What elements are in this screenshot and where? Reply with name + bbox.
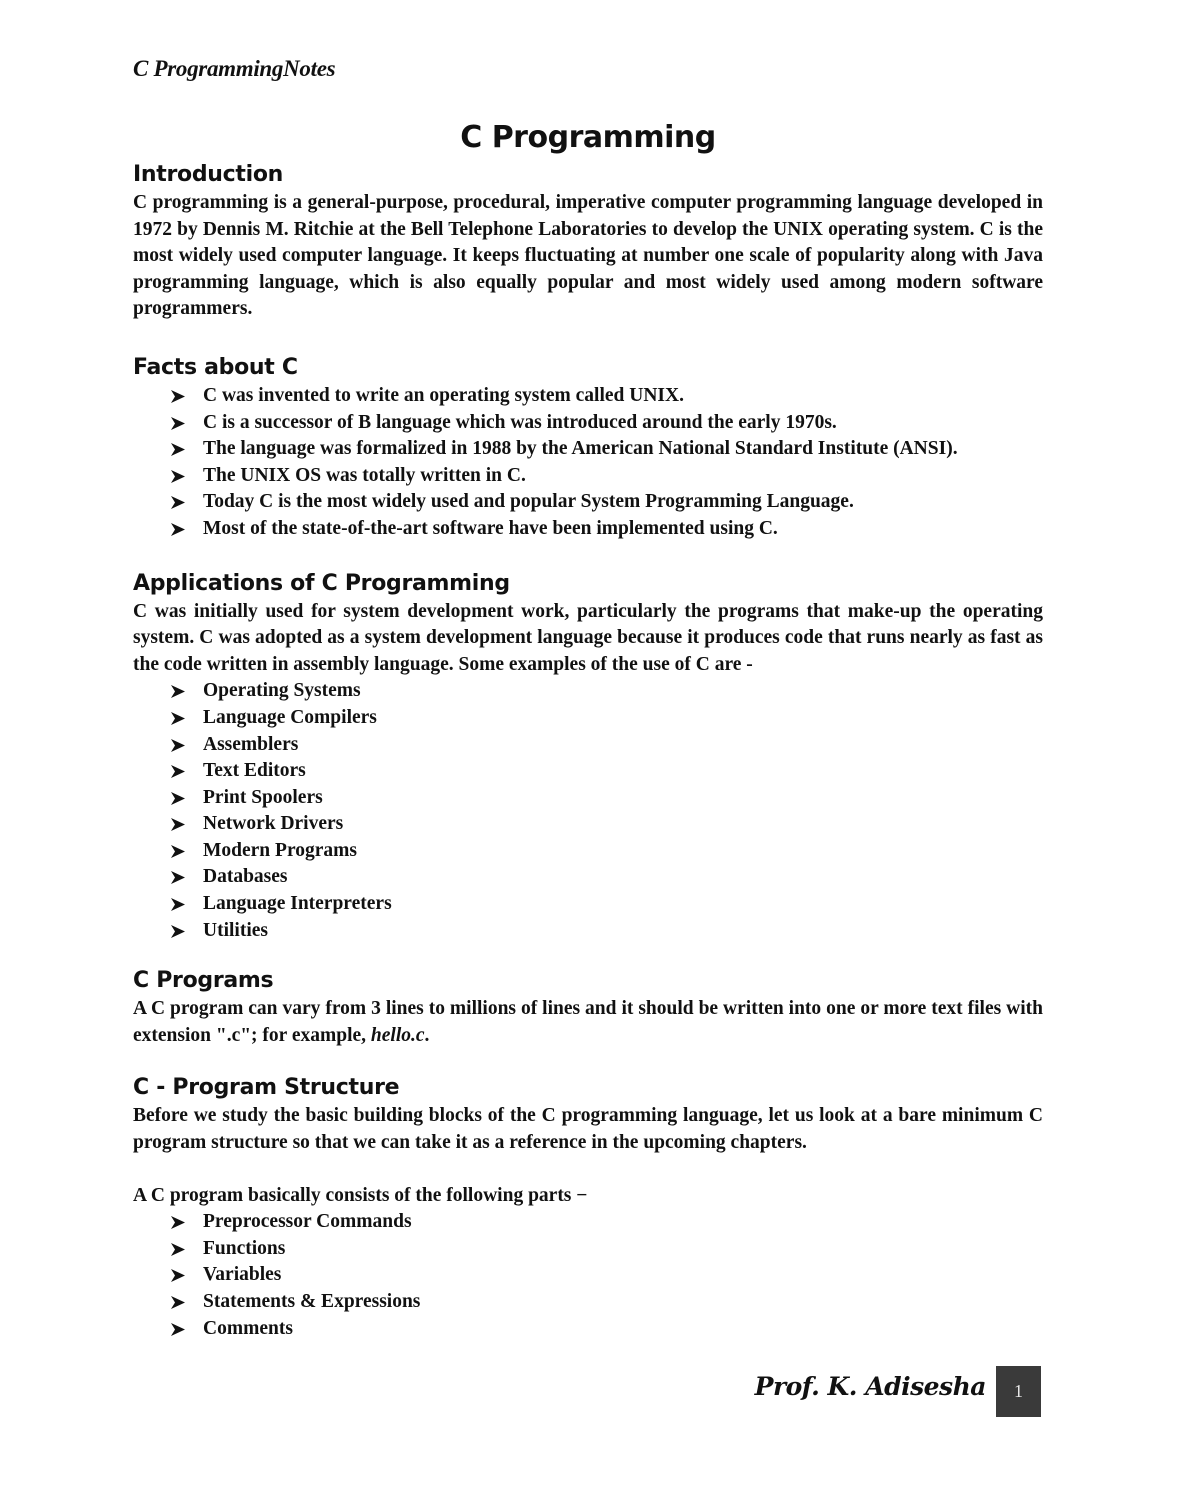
list-item-text: Most of the state-of-the-art software have been implemented using C. [203, 517, 778, 539]
list-item [171, 918, 1043, 945]
c-programs-paragraph [133, 996, 1043, 1049]
arrowhead-bullet-icon [171, 496, 185, 509]
arrowhead-bullet-icon [171, 818, 185, 831]
list-item-text: Functions [203, 1237, 286, 1259]
list-item-text: Print Spoolers [203, 786, 323, 808]
arrowhead-bullet-icon [171, 739, 185, 752]
arrowhead-bullet-icon [171, 1243, 185, 1256]
page-number: 1 [996, 1366, 1041, 1417]
section-heading-introduction: Introduction [133, 162, 284, 187]
list-item [171, 891, 1043, 918]
list-item [171, 489, 1043, 516]
section-heading-applications: Applications of C Programming [133, 570, 510, 596]
facts-list [133, 383, 1043, 543]
list-item [171, 516, 1043, 543]
list-item-text: Network Drivers [203, 813, 344, 835]
section-facts [133, 353, 1043, 543]
list-item-text: C was invented to write an operating system called UNIX. [203, 384, 684, 406]
list-item-text: Databases [203, 866, 288, 888]
arrowhead-bullet-icon [171, 1269, 185, 1282]
list-item-text: Modern Programs [203, 839, 357, 861]
document-body [133, 160, 1043, 1342]
section-program-structure [133, 1073, 1043, 1342]
arrowhead-bullet-icon [171, 470, 185, 483]
list-item [171, 838, 1043, 865]
list-item [171, 463, 1043, 490]
arrowhead-bullet-icon [171, 925, 185, 938]
footer-author: Prof. K. Adisesha [754, 1372, 986, 1401]
list-item-text: Assemblers [203, 733, 299, 755]
list-item-text: Today C is the most widely used and popular System Programming Language. [203, 491, 854, 513]
list-item-text: The language was formalized in 1988 by the American National Standard Institute (ANSI). [203, 438, 958, 460]
list-item [171, 811, 1043, 838]
list-item [171, 678, 1043, 705]
list-item-text: Variables [203, 1264, 282, 1286]
section-heading-facts: Facts about C [133, 354, 298, 380]
list-item [171, 732, 1043, 759]
document-title: C Programming [460, 120, 716, 155]
list-item-text: The UNIX OS was totally written in C. [203, 464, 526, 486]
example-filename: hello.c [370, 1024, 425, 1046]
list-item-text: Preprocessor Commands [203, 1211, 412, 1233]
arrowhead-bullet-icon [171, 765, 185, 778]
section-c-programs [133, 966, 1043, 1049]
applications-list [133, 678, 1043, 944]
list-item [171, 1236, 1043, 1263]
list-item [171, 410, 1043, 437]
program-structure-paragraph: Before we study the basic building blocks of the C programming language, let us look at a bare minimum C program structure so that we can take it as a reference in the upcoming chapters. [133, 1105, 1043, 1154]
c-programs-text: A C program can vary from 3 lines to millions of lines and it should be written into one or more text files with extension ".c"; for example, [133, 998, 1043, 1046]
list-item [171, 1316, 1043, 1343]
list-item-text: Language Interpreters [203, 893, 392, 915]
list-item-text: Statements & Expressions [203, 1291, 421, 1312]
section-heading-program-structure: C - Program Structure [133, 1075, 400, 1101]
arrowhead-bullet-icon [171, 1323, 185, 1336]
list-item [171, 758, 1043, 785]
section-heading-c-programs: C Programs [133, 968, 274, 994]
list-item [171, 1209, 1043, 1236]
arrowhead-bullet-icon [171, 898, 185, 911]
arrowhead-bullet-icon [171, 792, 185, 805]
section-applications [133, 569, 1043, 945]
list-item [171, 864, 1043, 891]
list-item-text: Utilities [203, 919, 268, 941]
list-item [171, 705, 1043, 732]
list-item [171, 436, 1043, 463]
list-item-text: Text Editors [203, 760, 306, 782]
running-header: C ProgrammingNotes [133, 56, 336, 81]
list-item [171, 785, 1043, 812]
program-parts-intro: A C program basically consists of the following parts − [133, 1184, 588, 1206]
list-item-text: Language Compilers [203, 706, 377, 728]
list-item-text: C is a successor of B language which was introduced around the early 1970s. [203, 411, 837, 433]
list-item [171, 1289, 1043, 1316]
program-parts-list [133, 1209, 1043, 1342]
introduction-paragraph: C programming is a general-purpose, procedural, imperative computer programming language developed in 1972 by Dennis M. Ritchie at the Bell Telephone Laboratories to develop the UNIX operating system. C is the most widely used computer language. It keeps fluctuating at number one scale of popularity along with Java programming language, which is also equally popular and most widely used among modern software programmers. [133, 192, 1043, 320]
arrowhead-bullet-icon [171, 1296, 185, 1309]
list-item [171, 383, 1043, 410]
arrowhead-bullet-icon [171, 523, 185, 536]
arrowhead-bullet-icon [171, 685, 185, 698]
arrowhead-bullet-icon [171, 417, 185, 430]
arrowhead-bullet-icon [171, 845, 185, 858]
list-item-text: Operating Systems [203, 680, 361, 702]
arrowhead-bullet-icon [171, 1216, 185, 1229]
list-item [171, 1262, 1043, 1289]
arrowhead-bullet-icon [171, 390, 185, 403]
section-introduction [133, 160, 1043, 323]
arrowhead-bullet-icon [171, 712, 185, 725]
list-item-text: Comments [203, 1317, 293, 1339]
applications-paragraph: C was initially used for system development work, particularly the programs that make-up the operating system. C was adopted as a system development language because it produces code that runs nearly as fast as the code written in assembly language. Some examples of the use of C are - [133, 600, 1043, 675]
c-programs-text-end: . [424, 1024, 430, 1046]
arrowhead-bullet-icon [171, 443, 185, 456]
arrowhead-bullet-icon [171, 871, 185, 884]
